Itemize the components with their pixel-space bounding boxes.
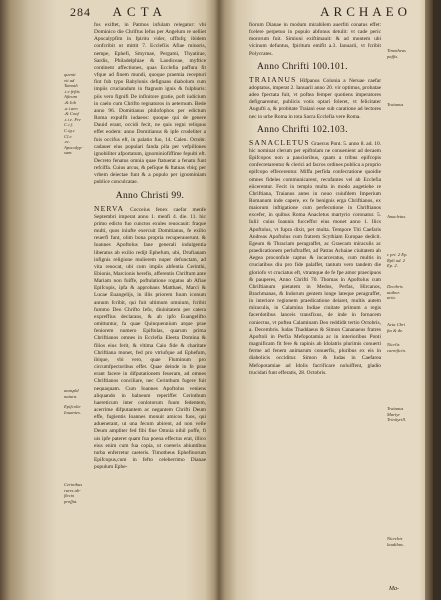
right-running-head: ARCHAEO	[320, 4, 411, 19]
margin-note: Timotheus paffis.	[387, 48, 406, 59]
margin-note: Nicrcbis laudibus.	[387, 536, 404, 547]
right-paragraph-2-text: Hifpanus Colonia a Neruae caefar adoptatus, imperat 2. Ianuarii anno 20. vir optimus, probatae adeo fpectata fuit, vt poftea femper quotiens imperatores defignarentur, publicis votis optari foleret, vt felicitater Augufti a, & probitate Traiani esse sub caratione ad lectores nec in urbe Roma in tota Sacra Ecclefia vere Roma.	[249, 77, 381, 120]
left-section-heading: Anno Christi 99.	[115, 190, 185, 201]
running-head-title: ACTA	[112, 4, 167, 19]
right-paragraph-1: fiorum Dianae in modum mirabilem auerfiti conatus effet: fcelere perpetuo in populo abfonus detulit: vt cade peric mororum fuit. Simioni exiftimauit: & ad montem ubi vicinum defuntus, fpiritum emifit a.3. Ianuarii, vt fcribit Polycrates.	[249, 22, 381, 57]
dropcap-word: NERVA	[94, 203, 125, 213]
left-text-column	[94, 22, 206, 592]
margin-note: Epifcolie Iouanies.	[64, 404, 81, 415]
page-shadow	[0, 0, 58, 600]
dropcap-word-2: SANACLETUS	[249, 137, 310, 147]
right-section-heading-1: Anno Chrifti 100.101.	[257, 61, 348, 72]
left-paragraph-1: fos exiftet, in Patmos infulam relegatur: vbi Dominico die Chriftus Iefus per Angelum re uelliet Apocalypfim in fpiritu vider, ufflufq; ibidem confcribit ut mittit 7. Ecclefiis Afiae minoris, nempe, Ephefi, Smyrnae, Pergami, Thyatirae, Sardis, Philadelphiae & Laodiceae, myftice continent affectiones, quas Ecclefia paffura fit vfque ad finem mundi, quoque praemia recepturi fint fub typo Babylonis defignans diabolum cum impiis cruciandum in ftagnum ignis & fulphuris: piis vero fignifi De infinitore gratie, poft iudicium in caelo cum Chrifto regnaturos in aeternum. Bede anno 96. Domitianus philofophos per edictum Roma expulfit iudaeos: quoque qui de genere Dauid erant, occidi fecit, ne quis regni reliquus effet eodem: anno Domitianus & ipfe crudeliter a fuis occifus eft, in palatio fuo, 14. Calen. Octobr. cadauer eius populari fanda pila per vefpillones ignobiliter afportatum, ignominiofiffime fepulti eft. Decreto fenatus omnia quae ftatuerat a fenatu funt refciffa. Cuius arcus, & pefique & ftatuas vbiq; per vrbem deiectae funt & a populo per ignominiam publice conculcatae.	[94, 22, 206, 186]
right-margin-notes	[387, 22, 421, 582]
catchword: Ma-	[389, 586, 399, 592]
right-section-heading-2: Anno Chrifti 102.103.	[257, 124, 348, 135]
right-paragraph-3	[249, 139, 381, 377]
margin-note: Decibris author. uria.	[387, 284, 403, 301]
left-margin-notes	[64, 22, 93, 582]
right-text-column	[249, 22, 381, 592]
dropcap-word-1: TRAIANUS	[249, 74, 297, 84]
margin-note: Cerinthus rures ab- flecto proffat.	[64, 482, 83, 504]
left-page	[0, 0, 219, 600]
left-running-head	[70, 4, 167, 20]
page-edge	[425, 0, 433, 600]
right-paragraph-3-text: Graecus Pont. 5. anno 8. ad. 10. hic nominat clerum per epiftolam ne conuenient ad decaem Epifcopos non a paucioribus, quam a tribus epifcopis confecretarentur & clerici ad facros ordines publica a proprio epifcopo effecerentur. Miffa perfida confecratione quoidie omnes fideles communicarent, recufantes vel ab Ecclefia eiicerentur. Fecit in templo multa in modo augetiebe re Chriftiana, Traianus antes in nouo cuiufdem Imperium Romanum inde capere, ex fe benignis erga Chriftianos, ex maiorum inftigatione cum perfecutione in Chriftianos excefer, in quibus Roma Anacletus martyrio coronatur. 5. Iulii: cuius Ioannis fucceffor eius monet anno 1. Ilics Apoftolus, vt fupra dixit, pet multa. Tempore Titi Caefaris Andreas Apoftolus cum fratrem Scythiam Europae dedicit. Egeum & Thraciam peragraffet, ac Graecam miraculis ac praedicationem perluftraffet, ad Patras Achaiae ciuitatem ab Aegea proconfule captus & incarceratus, cum multis in cruciatibus diu pro fide palaffet, tantum vero tandem die gloriofo vt cruciatus eft, vtramque de fe fpe amor praecipuos & pauperes, Anno Chrifti 70. Thomas in Apoftolus cum Chriftianum pietatem in Medos, Perfas, Hircanos, Brachmanas, & Indorum gentem longe lateque peragraffet, in interiore regionem praedicatione deiaret, multis autem miraculis, in Calamina Indiae ciuitate primum a regis facerdotibus lanceis transfixus, de inde in fornacem coniectus, vt poftea Calaminam Deo reddidit tertio Octobris, a. Decembris. Iudas Thaddaeus & Simon Cananaeus fratres Apoftoli in Perfia Mefopotamia ac in interioribus Ponti magnificam fit fere & rapinis ab Idolatris plurimis conuerti ferme ad fenem animarum conuerfis, pluribus ex eis in diabolicis occiditur. Simon & Iudas in Caefarea Mefopotamiae ad Idolis facrificare noluiffent, gladio trucidati funt efferatis, 28. Octobris.	[249, 140, 381, 376]
margin-note: c pri. 2 Ep. Rpli ad. 2 Ep. 2.	[387, 252, 408, 269]
right-page	[219, 0, 433, 600]
left-paragraph-2-text: Cocceius fenex caefar menfe Septembri imperat anno 1. menfi 4. die. 11. hic primo edicto fuo cunctos exules reuocauit: fraque multi, quos iniufte exercuit Domitianus, fe exilio reuerfi funt, olim bona propria recuperauerunt. & Ioannes Apoftolus fane generali indulgentia liberatus ab exilio redijt Ephefum, ubi, Drufianam infignis religione mulierem nuper defunctam, ad vita reuocat, ubi cum impiis abfentia Cerinthi, Ebionis, Marcionis herefis, afferentis Chriftum ante Mariam non fuiffe, poftulatione rogatus ab Afiae Epifcopis, ipfa & approbans Matthaei, Marci & Lucae Euangelijs, in illis priorem fuum iconum annum fcribit, qui fuit ultimum omnium, fcribit fummo Deo Chrifto Iefu, diuinitatem per catera expreffius declarans, & ab ipfo Euangelifto omittuntur, fa quae Quinquennium atque prae feniorem numero Epiftolas, quarum prima Chriftianos omnes in Ecclefia Eleeta Domina & filios eius ferit, & vltima Caio fide & charitate Chriftiana monet, fed pro vtriufque ad Ephefum, ibique, vbi vero, quae Fluminum pro circumfpectoribus effet. Quae deinde in fe prae erant facere in difputationem feueram, ad omnes Chriftianos conciliare, nec Cerinthum fugere fuit nequaquam. Cum Ioannes Apoftolus veniens aliquando in balneum reperiffet Cerinthum haereticum inter conlotorum fuum fedentem, acerrime difputantem ac negantem Chrifti Deum effe, fugientis Ioannes monuit amicos fuos, qui aduenerant, ut una fecum abirent, ad non velle Deum ampliter fed fibi fine Omnia nihil poffe, fi uis ipfe pateret quam fua poena effectus erat, illico eius enim cum fua copia, ut coeteris abiuntibus turba enferretur caeteris. Timotheus Ephefinorum Epifcopus,cum in fefto celeberrimo Dianae populum Ephe-	[94, 206, 206, 471]
margin-note: quenti vit ad Tamoth .i.e feftis Afieum .& Ioh .a.i.aeo .& Conf .t.i.e. Fre C.i.f. C.ig.c Cl.e. .ec. Apocalyp- sum.	[64, 72, 83, 156]
margin-note: Nicrlis carnificin.	[387, 342, 407, 353]
left-paragraph-2	[94, 205, 206, 472]
margin-note: unaspld natura.	[64, 388, 79, 399]
right-paragraph-2	[249, 76, 381, 121]
margin-note: Traianus	[387, 102, 404, 107]
page-number: 284	[70, 5, 91, 19]
margin-note: Traianus Martyr Trinityrill.	[387, 406, 407, 423]
margin-note: Anacletus.	[387, 214, 407, 219]
margin-note: Acta Cbri fta & de.	[387, 322, 405, 333]
